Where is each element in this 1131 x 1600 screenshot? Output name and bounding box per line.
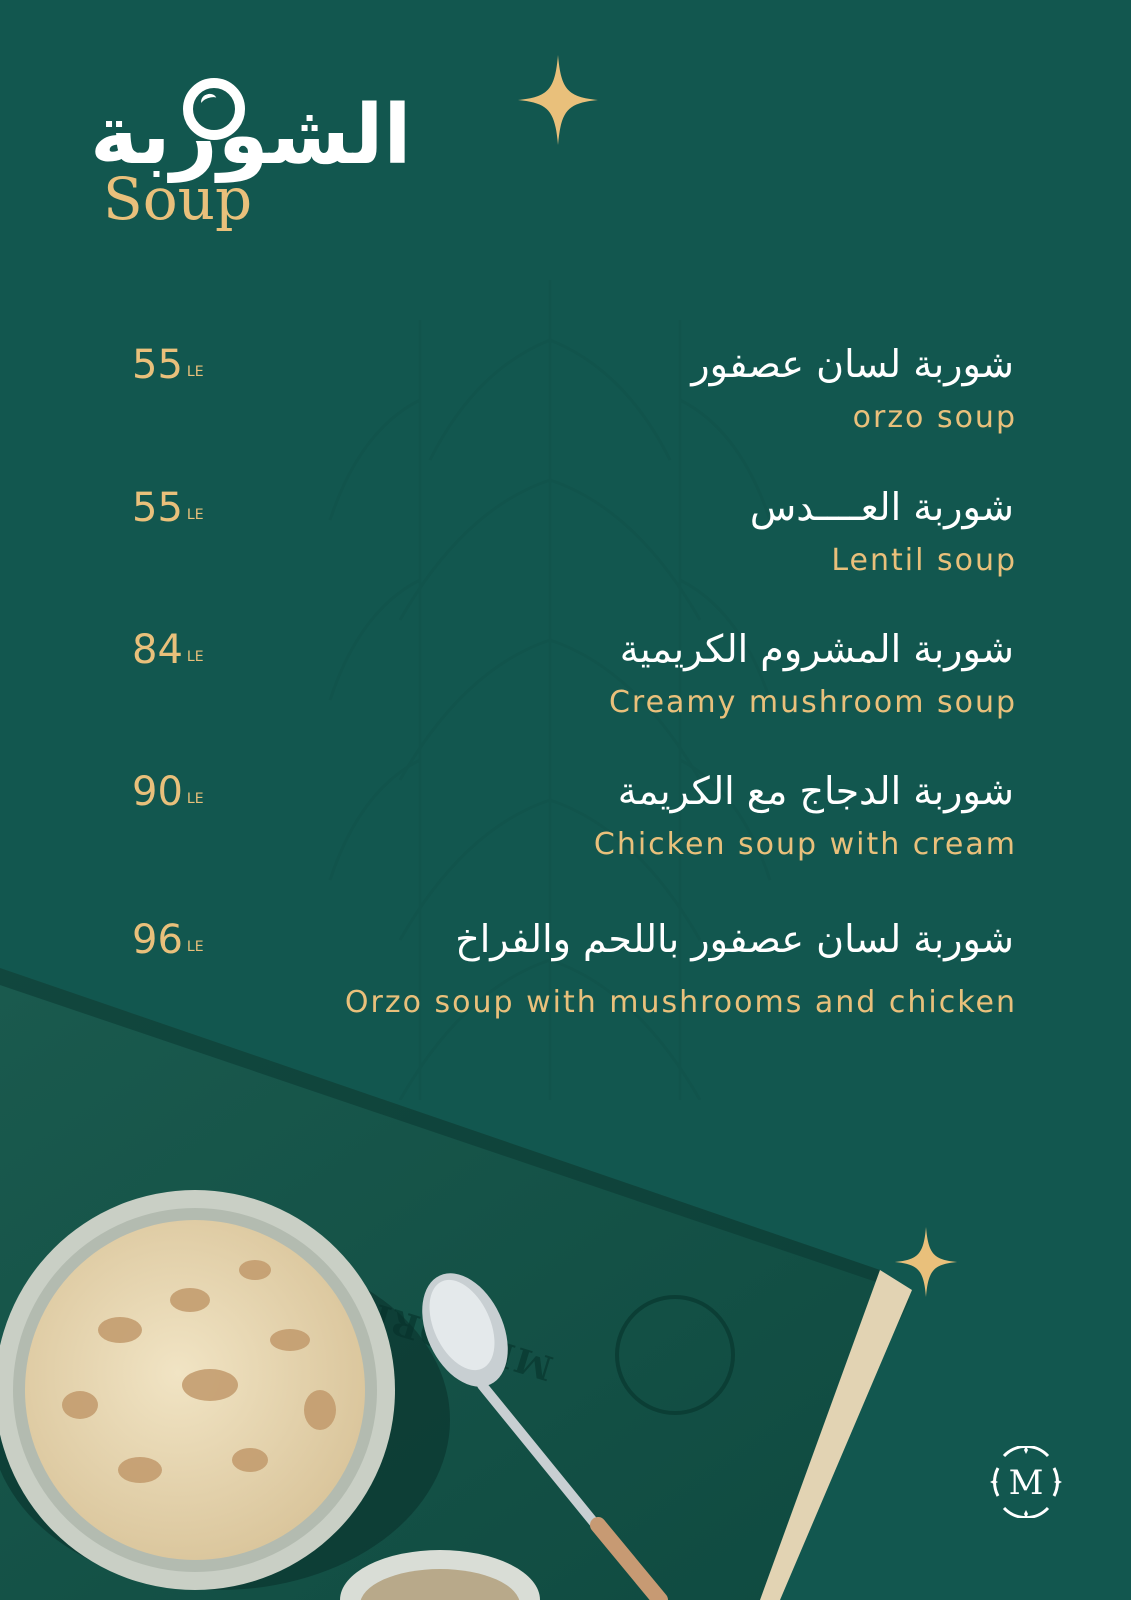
currency-label: LE	[186, 791, 204, 807]
item-name-english: Orzo soup with mushrooms and chicken	[344, 985, 1017, 1020]
item-name-arabic: شوربة العــــدس	[749, 485, 1014, 529]
currency-label: LE	[186, 649, 204, 665]
item-name-english: Creamy mushroom soup	[608, 685, 1017, 720]
item-name-arabic: شوربة لسان عصفور باللحم والفراخ	[455, 917, 1014, 961]
currency-label: LE	[186, 364, 204, 380]
page-title-arabic: الشوربة	[90, 88, 412, 183]
item-name-arabic: شوربة لسان عصفور	[691, 342, 1014, 386]
item-name-english: Chicken soup with cream	[593, 827, 1017, 862]
item-price: 90 LE	[132, 769, 204, 815]
item-name-english: Lentil soup	[831, 543, 1017, 578]
sparkle-icon	[893, 1227, 959, 1297]
currency-label: LE	[186, 507, 204, 523]
brand-logo-icon	[990, 1446, 1062, 1518]
item-price: 84 LE	[132, 627, 204, 673]
item-price: 55 LE	[132, 485, 204, 531]
brand-logo-letter: M	[1008, 1463, 1044, 1503]
item-name-english: orzo soup	[852, 400, 1017, 435]
sparkle-icon	[518, 55, 598, 145]
page-title-english: Soup	[103, 165, 253, 233]
item-price: 55 LE	[132, 342, 204, 388]
item-price: 96 LE	[132, 917, 204, 963]
item-name-arabic: شوربة المشروم الكريمية	[619, 627, 1014, 671]
currency-label: LE	[186, 939, 204, 955]
item-name-arabic: شوربة الدجاج مع الكريمة	[617, 769, 1014, 813]
